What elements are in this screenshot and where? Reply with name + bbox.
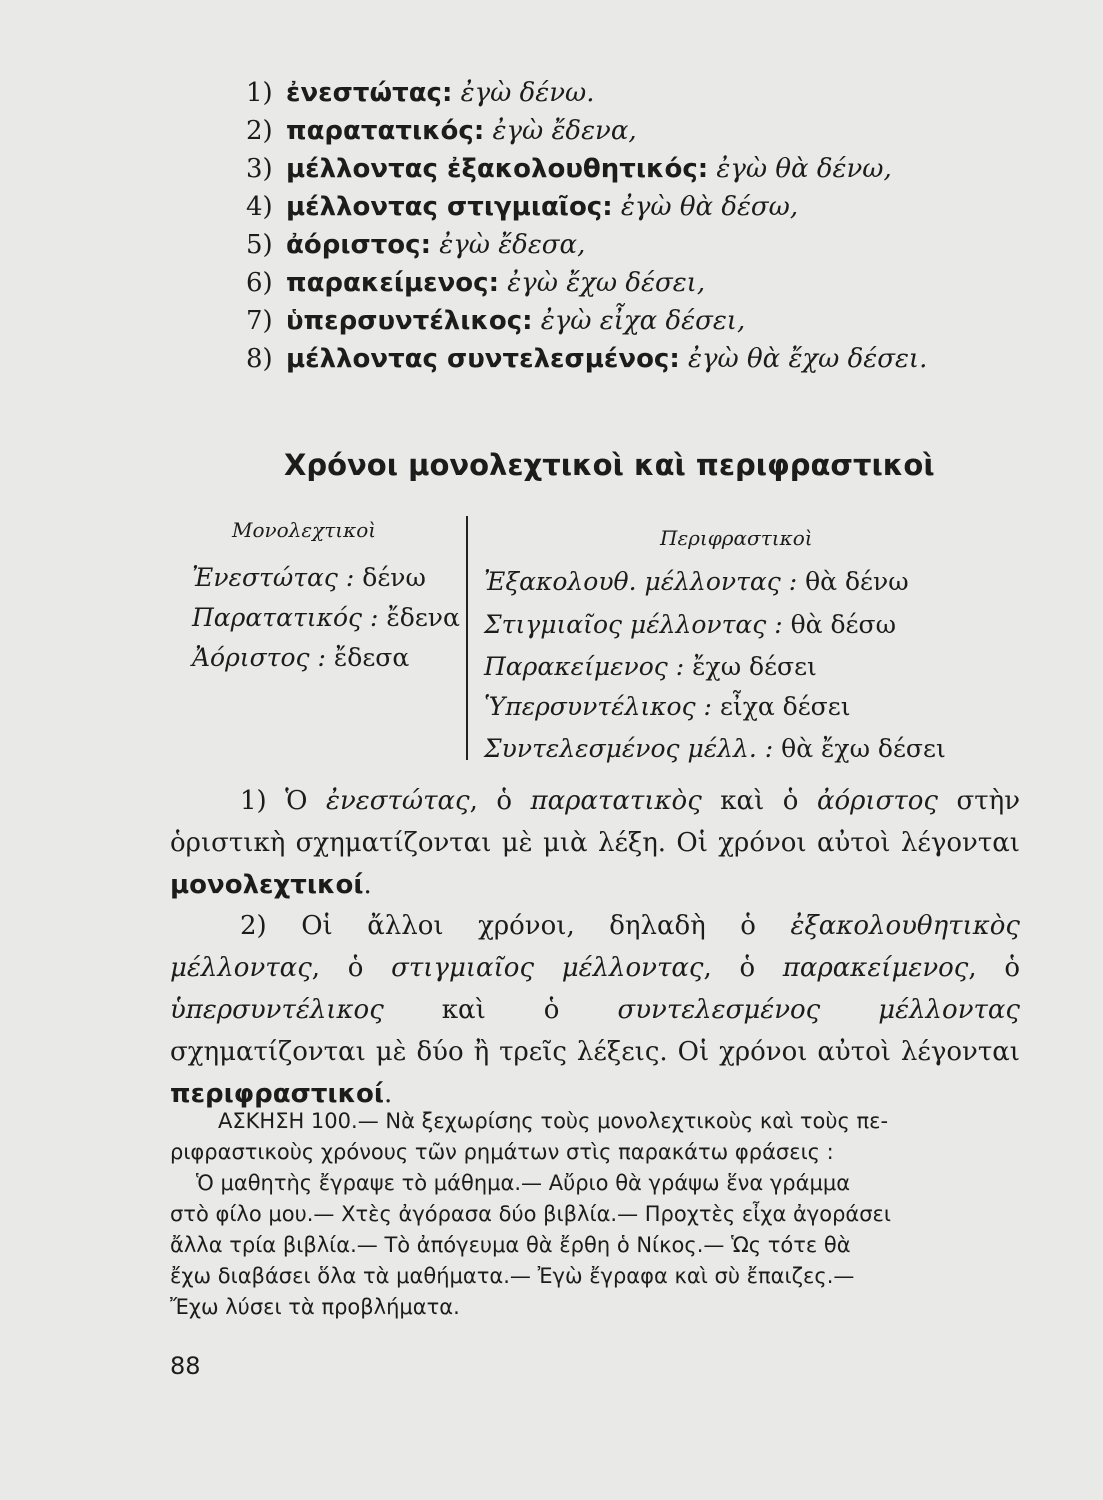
- table-label: Συντελεσμένος μέλλ. :: [484, 734, 774, 763]
- para-text: , ὁ: [703, 953, 783, 983]
- tense-number: 3): [246, 154, 273, 184]
- table-label: Ἀόριστος :: [192, 643, 326, 672]
- page-number: 88: [170, 1352, 201, 1380]
- tense-item: [246, 150, 927, 188]
- table-label: Ἐνεστώτας :: [192, 563, 355, 592]
- tense-list: [246, 74, 927, 378]
- tense-term: μέλλοντας συντελεσμένος:: [286, 344, 680, 374]
- tense-number: 7): [246, 306, 273, 336]
- table-label: Ἐξακολουθ. μέλλοντας :: [484, 567, 798, 596]
- tense-example: ἐγὼ ἔδεσα,: [439, 230, 586, 260]
- tense-number: 2): [246, 116, 273, 146]
- para-italic: συντελεσμένος μέλλοντας: [617, 995, 1020, 1025]
- para-italic: ὑπερσυντέλικος: [170, 995, 384, 1025]
- tense-term: ὑπερσυντέλικος:: [286, 306, 533, 336]
- exercise-line: ἔχω διαβάσει ὅλα τὰ μαθήματα.— Ἐγὼ ἔγραφα καὶ σὺ ἔπαιζες.—: [170, 1264, 855, 1288]
- paragraph-1: [170, 780, 1020, 906]
- table-label: Ὑπερσυντέλικος :: [484, 692, 712, 721]
- exercise-line: ἄλλα τρία βιβλία.— Τὸ ἀπόγευμα θὰ ἔρθη ὁ Νίκος.— Ὡς τότε θὰ: [170, 1233, 851, 1257]
- tense-item: [246, 264, 927, 302]
- column-divider: [466, 516, 468, 760]
- para-italic: παρατατικὸς: [530, 786, 702, 816]
- table-value: ἔδενα: [386, 603, 460, 632]
- exercise-line: ριφραστικοὺς χρόνους τῶν ρημάτων στὶς παρακάτω φράσεις :: [170, 1140, 834, 1164]
- exercise-line: στὸ φίλο μου.— Χτὲς ἀγόρασα δύο βιβλία.— Προχτὲς εἶχα ἀγοράσει: [170, 1202, 892, 1226]
- table-label: Στιγμιαῖος μέλλοντας :: [484, 610, 783, 639]
- right-table-row: [484, 734, 946, 764]
- table-value: θὰ δέσω: [790, 610, 896, 639]
- left-table-row: [192, 563, 426, 593]
- table-value: ἔδεσα: [333, 643, 410, 672]
- para-text: , ὁ: [469, 786, 531, 816]
- exercise-line: Ὁ μαθητὴς ἔγραψε τὸ μάθημα.— Αὔριο θὰ γράψω ἕνα γράμμα: [196, 1171, 851, 1195]
- right-table-row: [484, 692, 851, 722]
- tense-term: ἐνεστώτας:: [286, 78, 453, 108]
- right-table-row: [484, 567, 909, 597]
- right-column-header: Περιφραστικοὶ: [660, 526, 813, 550]
- tense-number: 5): [246, 230, 273, 260]
- left-table-row: [192, 643, 409, 673]
- para-italic: στιγμιαῖος μέλλοντας: [391, 953, 704, 983]
- para-text: καὶ ὁ: [701, 786, 817, 816]
- para-bold: μονολεχτικοί: [170, 870, 364, 900]
- para-bold: περιφραστικοί: [170, 1079, 385, 1109]
- right-table-row: [484, 652, 817, 682]
- tense-item: [246, 112, 927, 150]
- para-text: σχηματίζονται μὲ δύο ἢ τρεῖς λέξεις. Οἱ χρόνοι αὐτοὶ λέγονται: [170, 1037, 1020, 1067]
- right-table-row: [484, 610, 896, 640]
- table-value: θὰ δένω: [805, 567, 909, 596]
- left-table-row: [192, 603, 460, 633]
- para-text: καὶ ὁ: [383, 995, 618, 1025]
- paragraph-2: [170, 905, 1020, 1115]
- para-text: , ὁ: [968, 953, 1020, 983]
- para-text: .: [384, 1079, 393, 1109]
- exercise-block: [170, 1106, 1020, 1323]
- tense-item: [246, 302, 927, 340]
- table-value: ἔχω δέσει: [692, 652, 817, 681]
- para-text: 2) Οἱ ἄλλοι χρόνοι, δηλαδὴ ὁ: [240, 911, 791, 941]
- tense-term: παρακείμενος:: [286, 268, 499, 298]
- tense-number: 4): [246, 192, 273, 222]
- tense-example: ἐγὼ ἔχω δέσει,: [507, 268, 706, 298]
- tense-term: μέλλοντας στιγμιαῖος:: [286, 192, 613, 222]
- para-italic: παρακείμενος: [782, 953, 969, 983]
- section-title: Χρόνοι μονολεχτικοὶ καὶ περιφραστικοὶ: [284, 448, 935, 482]
- tense-example: ἐγὼ ἔδενα,: [492, 116, 637, 146]
- para-text: 1) Ὁ: [240, 786, 327, 816]
- tense-item: [246, 226, 927, 264]
- tense-number: 8): [246, 344, 273, 374]
- tense-number: 1): [246, 78, 273, 108]
- para-text: στὴν ὁριστικὴ σχηματίζονται μὲ μιὰ λέξη. Οἱ χρόνοι αὐτοὶ λέγονται: [170, 786, 1020, 858]
- para-text: , ὁ: [311, 953, 392, 983]
- tense-term: μέλλοντας ἐξακολουθητικός:: [286, 154, 709, 184]
- para-italic: ἐνεστώτας: [326, 786, 470, 816]
- table-value: θὰ ἔχω δέσει: [781, 734, 946, 763]
- exercise-line: ΑΣΚΗΣΗ 100.— Νὰ ξεχωρίσης τοὺς μονολεχτικοὺς καὶ τοὺς πε-: [218, 1109, 889, 1133]
- tense-term: παρατατικός:: [286, 116, 485, 146]
- tense-item: [246, 188, 927, 226]
- left-column-header: Μονολεχτικοὶ: [232, 518, 377, 542]
- table-label: Παρακείμενος :: [484, 652, 685, 681]
- para-italic: ἐξακολουθητικὸς μέλλοντας: [170, 911, 1020, 983]
- tense-term: ἀόριστος:: [286, 230, 431, 260]
- tense-item: [246, 340, 927, 378]
- tense-example: ἐγὼ εἶχα δέσει,: [540, 306, 746, 336]
- tense-example: ἐγὼ θὰ δέσω,: [620, 192, 799, 222]
- tense-example: ἐγὼ θὰ ἔχω δέσει.: [688, 344, 928, 374]
- para-italic: ἀόριστος: [816, 786, 938, 816]
- table-label: Παρατατικός :: [192, 603, 379, 632]
- exercise-line: Ἔχω λύσει τὰ προβλήματα.: [170, 1295, 460, 1319]
- table-value: εἶχα δέσει: [719, 692, 851, 721]
- tense-example: ἐγὼ θὰ δένω,: [716, 154, 892, 184]
- tense-example: ἐγὼ δένω.: [460, 78, 595, 108]
- tense-item: [246, 74, 927, 112]
- table-value: δένω: [362, 563, 426, 592]
- para-text: .: [363, 870, 372, 900]
- tense-number: 6): [246, 268, 273, 298]
